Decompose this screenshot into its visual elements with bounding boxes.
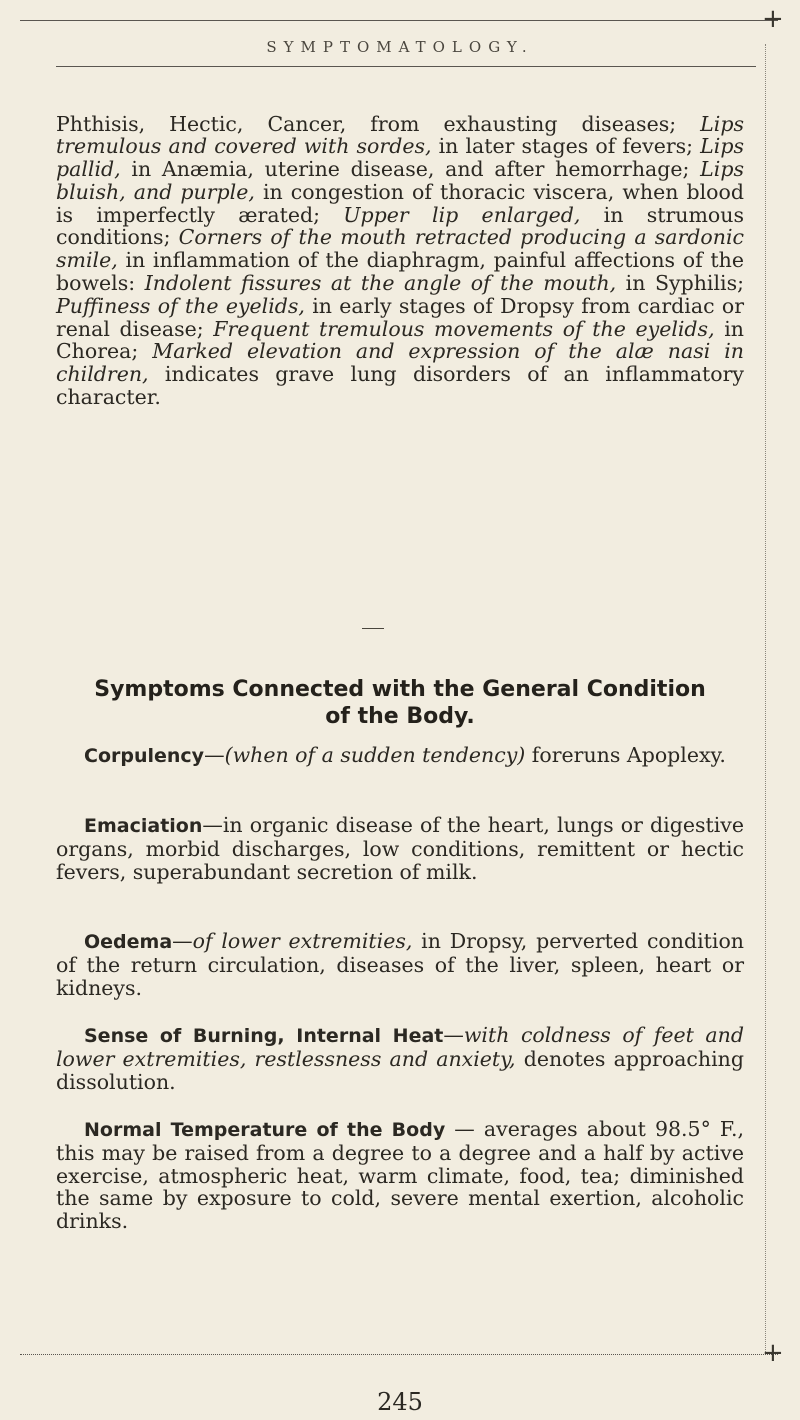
intro-text: in congestion of thoracic viscera, when blood is imperfectly ærated; <box>56 179 744 227</box>
entry-text-italic: with coldness of feet and lower extremities, restlessness and anxiety, <box>56 1023 744 1071</box>
entry-text: foreruns Apoplexy. <box>525 743 726 767</box>
entry-text: in Dropsy, perverted condition of the return circulation, diseases of the liver, spleen, heart or kidneys. <box>56 929 744 1000</box>
intro-text: in Chorea; <box>56 316 745 364</box>
intro-text-italic: Corners of the mouth retracted producing a sardonic smile, <box>56 225 744 273</box>
intro-text: in early stages of Dropsy from cardiac or renal disease; <box>56 293 744 341</box>
section-title <box>56 676 744 730</box>
entry-normal-temperature <box>56 1118 744 1233</box>
entry-corpulency <box>56 744 744 768</box>
intro-text-italic: Lips pallid, <box>56 134 744 182</box>
entry-separator: — <box>443 1023 464 1047</box>
intro-text: in inflammation of the diaphragm, painful affections of the bowels: <box>56 248 744 296</box>
entry-term: Normal Temperature of the Body <box>84 1119 446 1141</box>
intro-text-italic: Puffiness of the eyelids, <box>56 293 305 318</box>
entry-sense-of-burning <box>56 1024 744 1093</box>
entry-emaciation <box>56 814 744 883</box>
bottom-corner-cross-mark: + <box>762 1338 784 1368</box>
intro-paragraph <box>56 113 744 409</box>
entry-term: Sense of Burning, Internal Heat <box>84 1025 444 1047</box>
entry-term: Oedema <box>84 931 173 953</box>
running-head: SYMPTOMATOLOGY. <box>266 38 534 56</box>
entry-text: averages about 98.5° F., this may be raised from a degree to a degree and a half by active exercise, atmospheric heat, warm climate, food, tea; diminished the same by exposure to cold, severe mental exertion, alcoholic drinks. <box>56 1117 744 1234</box>
entry-text-italic: (when of a sudden tendency) <box>224 743 526 767</box>
intro-text-italic: Frequent tremulous movements of the eyelids, <box>213 316 715 341</box>
section-title-line-2: of the Body. <box>325 704 475 729</box>
entry-term: Emaciation <box>84 815 203 837</box>
section-divider-dash <box>362 628 384 629</box>
corner-cross-mark: + <box>762 4 784 34</box>
entry-text: in organic disease of the heart, lungs or digestive organs, morbid discharges, low conditions, remittent or hectic fevers, superabundant secretion of milk. <box>56 813 744 884</box>
section-title-line-1: Symptoms Connected with the General Condition <box>94 677 706 702</box>
entry-oedema <box>56 930 744 999</box>
page-number: 245 <box>377 1388 423 1416</box>
right-margin-line <box>765 44 766 1354</box>
entry-text: denotes approaching dissolution. <box>56 1046 744 1094</box>
intro-text: in strumous conditions; <box>56 202 744 250</box>
intro-text: indicates grave lung disorders of an inflammatory character. <box>56 362 744 410</box>
intro-text-italic: Indolent fissures at the angle of the mouth, <box>144 271 617 296</box>
bottom-border-rule <box>20 1354 778 1355</box>
intro-text: in Anæmia, uterine disease, and after hemorrhage; <box>120 157 701 182</box>
intro-text: in later stages of fevers; <box>431 134 701 159</box>
entry-separator: — <box>445 1117 484 1141</box>
header-rule <box>56 66 756 67</box>
entry-term: Corpulency <box>84 745 205 767</box>
entry-separator: — <box>204 743 225 767</box>
entry-separator: — <box>202 813 223 837</box>
intro-text-italic: Upper lip enlarged, <box>343 202 581 227</box>
intro-text-italic: Lips tremulous and covered with sordes, <box>56 111 744 159</box>
intro-text: in Syphilis; <box>616 271 744 296</box>
entry-separator: — <box>172 929 193 953</box>
intro-text: Phthisis, Hectic, Cancer, from exhausting diseases; <box>56 111 701 136</box>
intro-text-italic: Lips bluish, and purple, <box>56 157 744 204</box>
intro-text-italic: Marked elevation and expression of the alæ nasi in children, <box>56 339 745 387</box>
entry-text-italic: of lower extremities, <box>192 929 413 953</box>
top-border-rule <box>20 20 778 21</box>
